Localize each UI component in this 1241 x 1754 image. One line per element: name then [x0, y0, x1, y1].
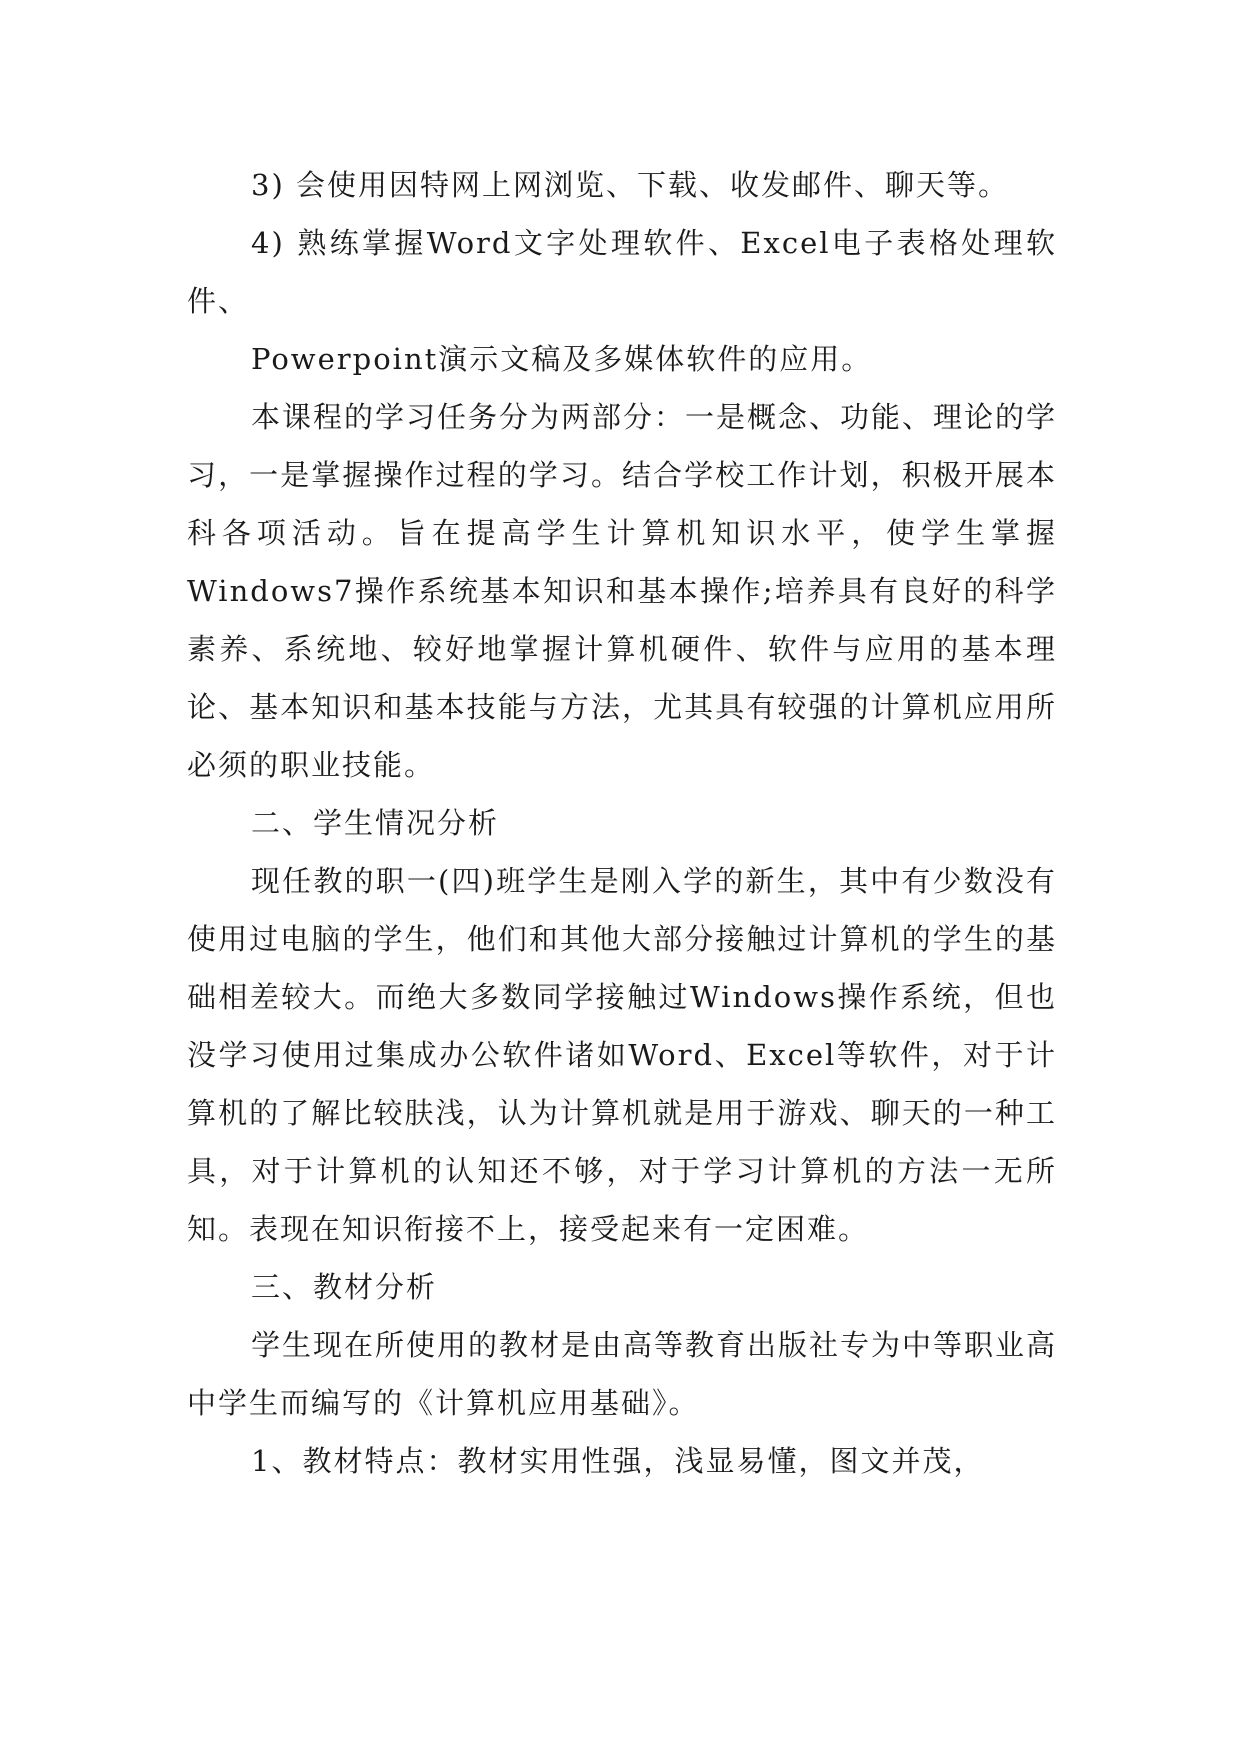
paragraph-textbook-features: 1、教材特点：教材实用性强，浅显易懂，图文并茂， [251, 1444, 985, 1478]
section-heading-textbook-analysis: 三、教材分析 [251, 1270, 438, 1304]
paragraph-item-3-internet: 3) 会使用因特网上网浏览、下载、收发邮件、聊天等。 [251, 168, 1009, 202]
paragraph-textbook: 学生现在所使用的教材是由高等教育出版社专为中等职业高中学生而编写的《计算机应用基础》。 [187, 1328, 1058, 1420]
document-body [187, 156, 1057, 1490]
paragraph-course-tasks: 本课程的学习任务分为两部分：一是概念、功能、理论的学习，一是掌握操作过程的学习。结合学校工作计划，积极开展本科各项活动。旨在提高学生计算机知识水平，使学生掌握Windows7操作系统基本知识和基本操作;培养具有良好的科学素养、系统地、较好地掌握计算机硬件、软件与应用的基本理论、基本知识和基本技能与方法，尤其具有较强的计算机应用所必须的职业技能。 [187, 400, 1058, 782]
paragraph-powerpoint: Powerpoint演示文稿及多媒体软件的应用。 [251, 342, 873, 376]
paragraph-student-situation: 现任教的职一(四)班学生是刚入学的新生，其中有少数没有使用过电脑的学生，他们和其他大部分接触过计算机的学生的基础相差较大。而绝大多数同学接触过Windows操作系统，但也没学习使用过集成办公软件诸如Word、Excel等软件，对于计算机的了解比较肤浅，认为计算机就是用于游戏、聊天的一种工具，对于计算机的认知还不够，对于学习计算机的方法一无所知。表现在知识衔接不上，接受起来有一定困难。 [187, 864, 1057, 1246]
section-heading-student-analysis: 二、学生情况分析 [251, 806, 500, 840]
paragraph-item-4-office: 4) 熟练掌握Word文字处理软件、Excel电子表格处理软件、 [187, 226, 1057, 318]
